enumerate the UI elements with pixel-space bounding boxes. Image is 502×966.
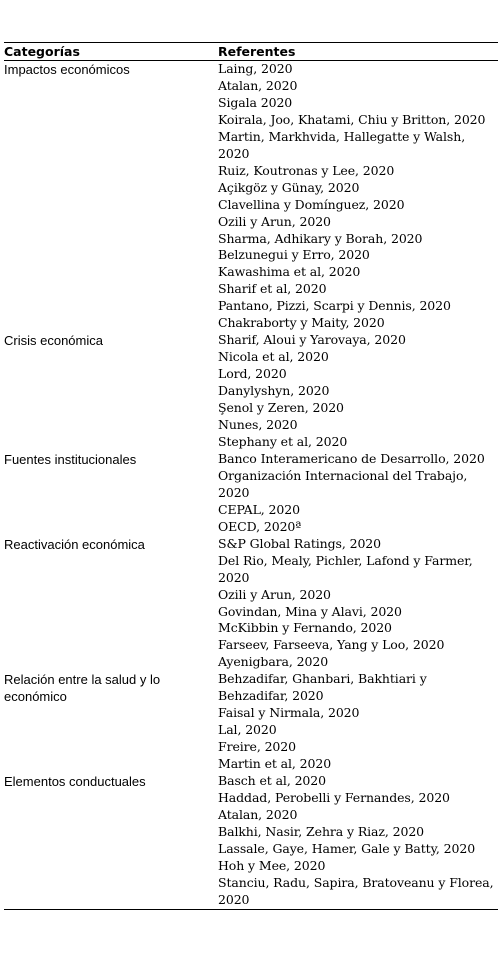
reference-item: Stephany et al, 2020	[218, 433, 348, 449]
reference-item: Organización Internacional del Trabajo, 2020	[218, 467, 468, 500]
reference-item: Nicola et al, 2020	[218, 349, 329, 365]
table-row	[4, 61, 498, 332]
reference-item: CEPAL, 2020	[218, 501, 300, 517]
reference-item: Şenol y Zeren, 2020	[218, 400, 344, 416]
category-cell: Elementos conductuales	[4, 774, 146, 790]
table-row	[4, 536, 498, 672]
reference-item: Balkhi, Nasir, Zehra y Riaz, 2020	[218, 823, 425, 839]
reference-item: Danylyshyn, 2020	[218, 383, 330, 399]
category-cell: Crisis económica	[4, 333, 103, 349]
reference-item: Kawashima et al, 2020	[218, 264, 361, 280]
references-cell	[218, 451, 498, 536]
references-cell	[218, 536, 498, 672]
references-cell	[218, 773, 498, 909]
reference-item: Atalan, 2020	[218, 77, 298, 93]
reference-item: Lassale, Gaye, Hamer, Gale y Batty, 2020	[218, 840, 476, 856]
reference-item: Sigala 2020	[218, 94, 293, 110]
header-referentes: Referentes	[218, 44, 296, 59]
category-cell: Fuentes institucionales	[4, 451, 137, 467]
header-categorias: Categorías	[4, 44, 80, 59]
table-row	[4, 451, 498, 536]
reference-item: Farseev, Farseeva, Yang y Loo, 2020	[218, 637, 445, 653]
table-row	[4, 773, 498, 909]
category-cell: Reactivación económica	[4, 536, 145, 552]
reference-item: Govindan, Mina y Alavi, 2020	[218, 603, 402, 619]
references-cell	[218, 332, 498, 451]
reference-item: Sharma, Adhikary y Borah, 2020	[218, 230, 423, 246]
reference-item: McKibbin y Fernando, 2020	[218, 620, 392, 636]
reference-item: Faisal y Nirmala, 2020	[218, 705, 360, 721]
reference-item: Açikgöz y Günay, 2020	[218, 179, 360, 195]
table-row	[4, 332, 498, 451]
reference-item: OECD, 2020ª	[218, 518, 302, 534]
reference-item: Martin, Markhvida, Hallegatte y Walsh, 2020	[218, 128, 466, 161]
reference-item: Haddad, Perobelli y Fernandes, 2020	[218, 789, 450, 805]
category-cell: Impactos económicos	[4, 62, 130, 77]
reference-item: Stanciu, Radu, Sapira, Bratoveanu y Florea, 2020	[218, 874, 494, 907]
reference-item: Hoh y Mee, 2020	[218, 857, 326, 873]
table-body	[4, 61, 498, 909]
references-cell	[218, 61, 498, 332]
reference-item: Basch et al, 2020	[218, 773, 326, 789]
reference-item: S&P Global Ratings, 2020	[218, 535, 382, 551]
reference-item: Lord, 2020	[218, 366, 287, 382]
reference-item: Ruiz, Koutronas y Lee, 2020	[218, 162, 395, 178]
references-cell	[218, 671, 498, 773]
reference-item: Belzunegui y Erro, 2020	[218, 247, 370, 263]
reference-item: Sharif, Aloui y Yarovaya, 2020	[218, 332, 406, 348]
reference-item: Ozili y Arun, 2020	[218, 586, 331, 602]
reference-item: Banco Interamericano de Desarrollo, 2020	[218, 450, 485, 466]
reference-item: Del Rio, Mealy, Pichler, Lafond y Farmer, 2020	[218, 552, 473, 585]
reference-item: Sharif et al, 2020	[218, 281, 327, 297]
references-table	[4, 42, 498, 910]
reference-item: Koirala, Joo, Khatami, Chiu y Britton, 2020	[218, 111, 486, 127]
category-cell: Relación entre la salud y lo económico	[4, 672, 161, 705]
reference-item: Clavellina y Domínguez, 2020	[218, 196, 405, 212]
reference-item: Pantano, Pizzi, Scarpi y Dennis, 2020	[218, 298, 451, 314]
reference-item: Atalan, 2020	[218, 806, 298, 822]
table-header	[4, 43, 498, 61]
table-row	[4, 671, 498, 773]
reference-item: Martin et al, 2020	[218, 756, 332, 772]
reference-item: Ayenigbara, 2020	[218, 654, 329, 670]
reference-item: Lal, 2020	[218, 722, 277, 738]
reference-item: Laing, 2020	[218, 61, 293, 76]
reference-item: Nunes, 2020	[218, 417, 298, 433]
reference-item: Behzadifar, Ghanbari, Bakhtiari y Behzadifar, 2020	[218, 671, 427, 704]
reference-item: Chakraborty y Maity, 2020	[218, 315, 385, 331]
reference-item: Ozili y Arun, 2020	[218, 213, 331, 229]
reference-item: Freire, 2020	[218, 739, 296, 755]
